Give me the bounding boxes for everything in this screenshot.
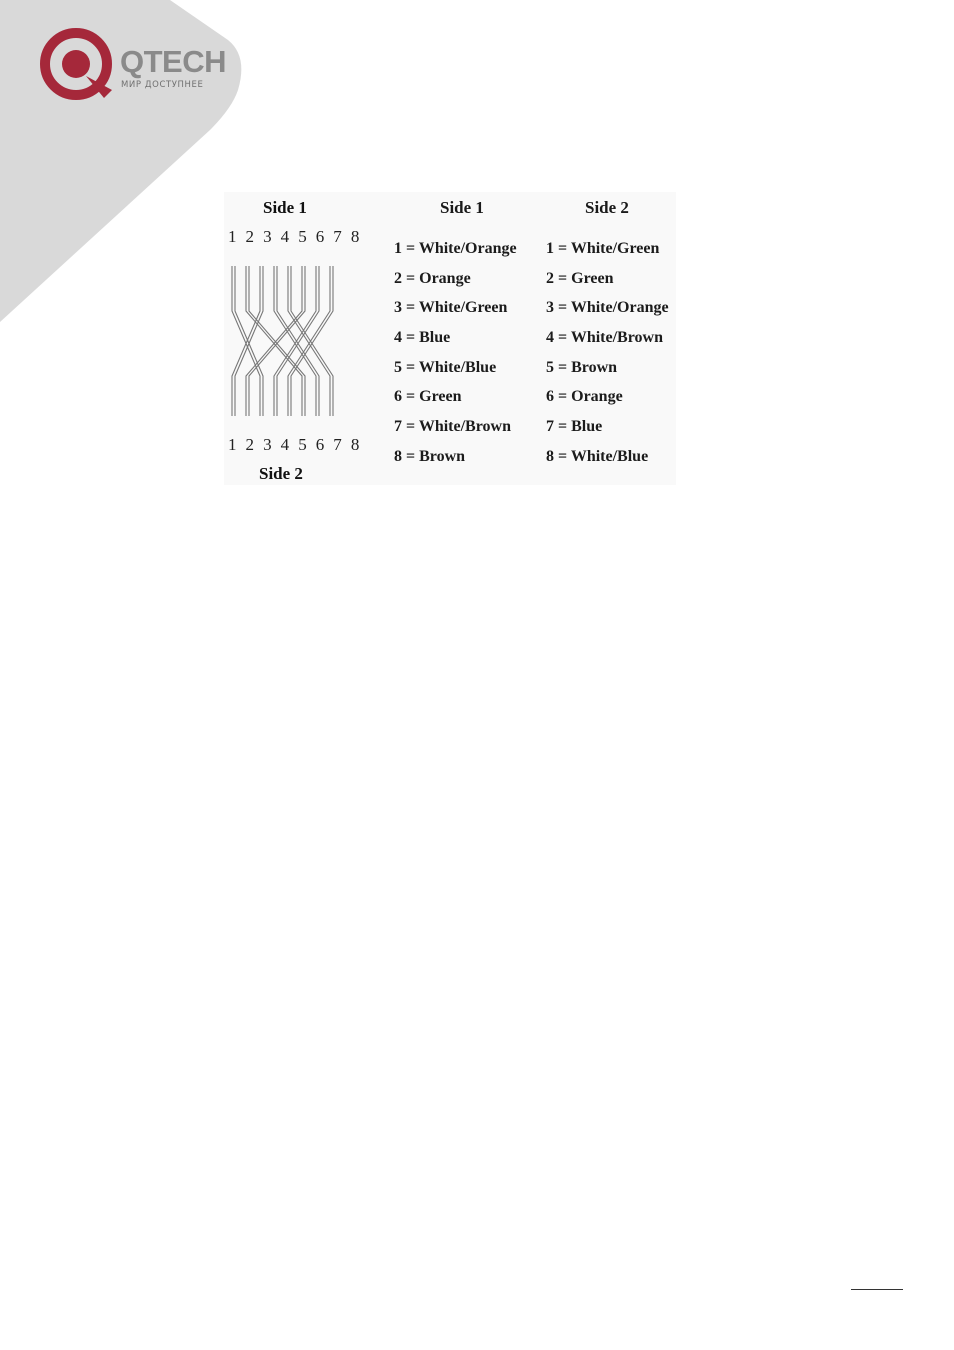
list-item: 8 = Brown <box>394 447 466 465</box>
pin-numbers-bottom: 1 2 3 4 5 6 7 8 <box>228 435 362 454</box>
list-item: 7 = White/Brown <box>394 418 511 436</box>
qtech-logo <box>40 28 240 104</box>
list-item: 6 = Orange <box>546 388 623 406</box>
list-item: 1 = White/Orange <box>394 240 517 257</box>
logo-tagline: МИР ДОСТУПНЕЕ <box>121 80 204 90</box>
side1-pin-list <box>394 240 517 478</box>
list-item: 5 = Brown <box>546 358 618 376</box>
list-item: 2 = Green <box>546 269 614 287</box>
list-item: 7 = Blue <box>546 418 603 436</box>
list-item: 3 = White/Orange <box>546 299 669 317</box>
list-item: 4 = White/Brown <box>546 329 663 347</box>
side1-column-header: Side 1 <box>440 198 484 217</box>
list-item: 1 = White/Green <box>546 240 660 257</box>
list-item: 3 = White/Green <box>394 299 508 317</box>
side2-column-header: Side 2 <box>585 198 629 217</box>
wiring-diagram <box>224 192 362 485</box>
crossover-cable-figure <box>224 192 676 485</box>
diagram-side-bottom-label: Side 2 <box>259 464 303 483</box>
diagram-side-top-label: Side 1 <box>263 198 307 217</box>
list-item: 8 = White/Blue <box>546 447 649 465</box>
list-item: 4 = Blue <box>394 329 451 347</box>
logo-mark-icon <box>40 28 116 104</box>
list-item: 5 = White/Blue <box>394 358 497 376</box>
crossover-wires <box>228 266 348 416</box>
list-item: 2 = Orange <box>394 269 471 287</box>
footer-rule <box>851 1289 903 1290</box>
side2-pin-list <box>546 240 669 478</box>
pin-numbers-top: 1 2 3 4 5 6 7 8 <box>228 227 362 246</box>
list-item: 6 = Green <box>394 388 462 406</box>
logo-wordmark: QTECH <box>120 44 226 79</box>
